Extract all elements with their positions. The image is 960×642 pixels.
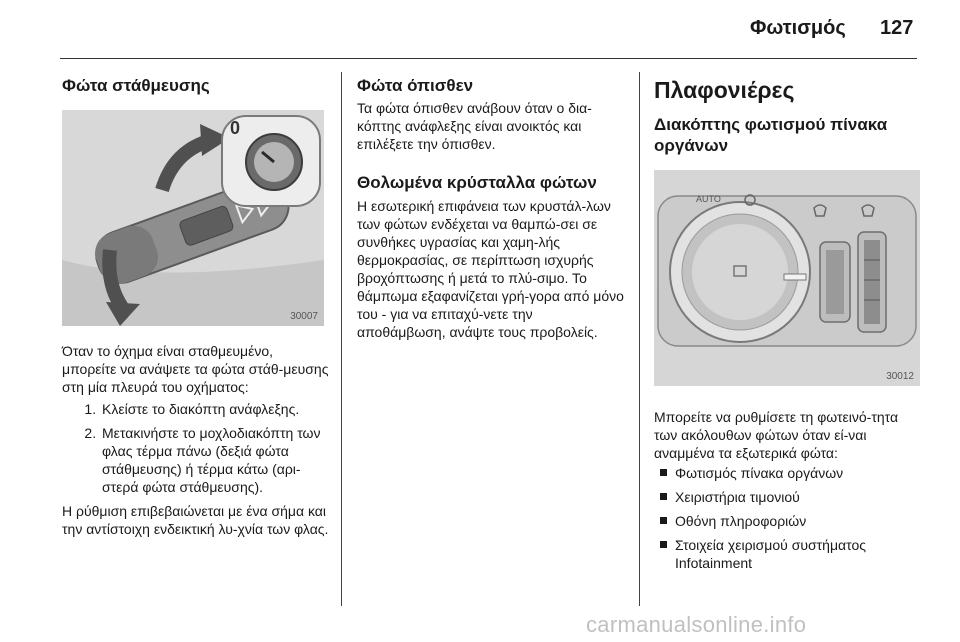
interior-lights-section — [654, 76, 920, 578]
figure-number: 30012 — [886, 371, 914, 382]
paragraph: Τα φώτα όπισθεν ανάβουν όταν ο δια-κόπτης ανάφλεξης είναι ανοικτός και επιλέξετε την όπισθεν. — [357, 100, 592, 152]
list-item: Φωτισμός πίνακα οργάνων — [660, 464, 920, 482]
section-heading: Φώτα όπισθεν — [357, 76, 474, 95]
list-item: 1. Κλείστε το διακόπτη ανάφλεξης. — [100, 400, 330, 418]
section-heading: Θολωμένα κρύσταλλα φώτων — [357, 173, 597, 192]
paragraph: Η εσωτερική επιφάνεια των κρυστάλ-λων των φώτων ενδέχεται να θαμπώ-σει σε συνθήκες υγρασίας και χαμη-λής θερμοκρασίας, σε περίπτωση ισχυρής βροχόπτωσης ή μετά το πλύ-σιμο. Το θάμπωμα εξαφανίζεται γρή-γορα από μόνο του - για να επιταχύ-νετε την αποθάμβωση, ανάψτε τους προβολείς. — [357, 198, 624, 340]
parking-lights-section — [62, 76, 330, 538]
reversing-lights-section — [357, 76, 625, 341]
bullet-list — [654, 464, 920, 572]
section-heading: Διακόπτης φωτισμού πίνακα οργάνων — [654, 115, 888, 155]
page-header-title: Φωτισμός — [750, 17, 846, 39]
list-item: 2. Μετακινήστε το μοχλοδιακόπτη των φλας τέρμα πάνω (δεξιά φώτα στάθμευσης) ή τέρμα κάτω (αρι-στερά φώτα στάθμευσης). — [100, 424, 330, 496]
list-item: Χειριστήρια τιμονιού — [660, 488, 920, 506]
intro-paragraph: Μπορείτε να ρυθμίσετε τη φωτεινό-τητα των ακόλουθων φώτων όταν εί-ναι αναμμένα τα εξωτερικά φώτα: — [654, 409, 899, 461]
steps-list — [62, 400, 330, 496]
stalk-illustration — [62, 110, 324, 326]
figure-symbol: 0 — [230, 118, 241, 138]
column-separator — [341, 72, 342, 606]
intro-paragraph: Όταν το όχημα είναι σταθμευμένο, μπορείτε να ανάψετε τα φώτα στάθ-μευσης στη μία πλευρά του οχήματος: — [62, 343, 329, 395]
list-item: Οθόνη πληροφοριών — [660, 512, 920, 530]
turn-signal-stalk-image — [62, 110, 324, 326]
watermark: carmanualsonline.info — [586, 612, 807, 637]
header-rule — [60, 58, 917, 59]
light-switch-panel-image — [654, 170, 920, 386]
page-number: 127 — [880, 17, 914, 39]
auto-label: AUTO — [696, 194, 721, 204]
figure-number: 30007 — [290, 311, 318, 322]
instrument-dimmer-illustration — [654, 170, 920, 386]
section-heading: Φώτα στάθμευσης — [62, 76, 210, 95]
outro-paragraph: Η ρύθμιση επιβεβαιώνεται με ένα σήμα και την αντίστοιχη ενδεικτική λυ-χνία των φλας. — [62, 503, 329, 537]
list-item: Στοιχεία χειρισμού συστήματος Infotainment — [660, 536, 920, 572]
chapter-heading: Πλαφονιέρες — [654, 77, 795, 103]
column-separator — [639, 72, 640, 606]
